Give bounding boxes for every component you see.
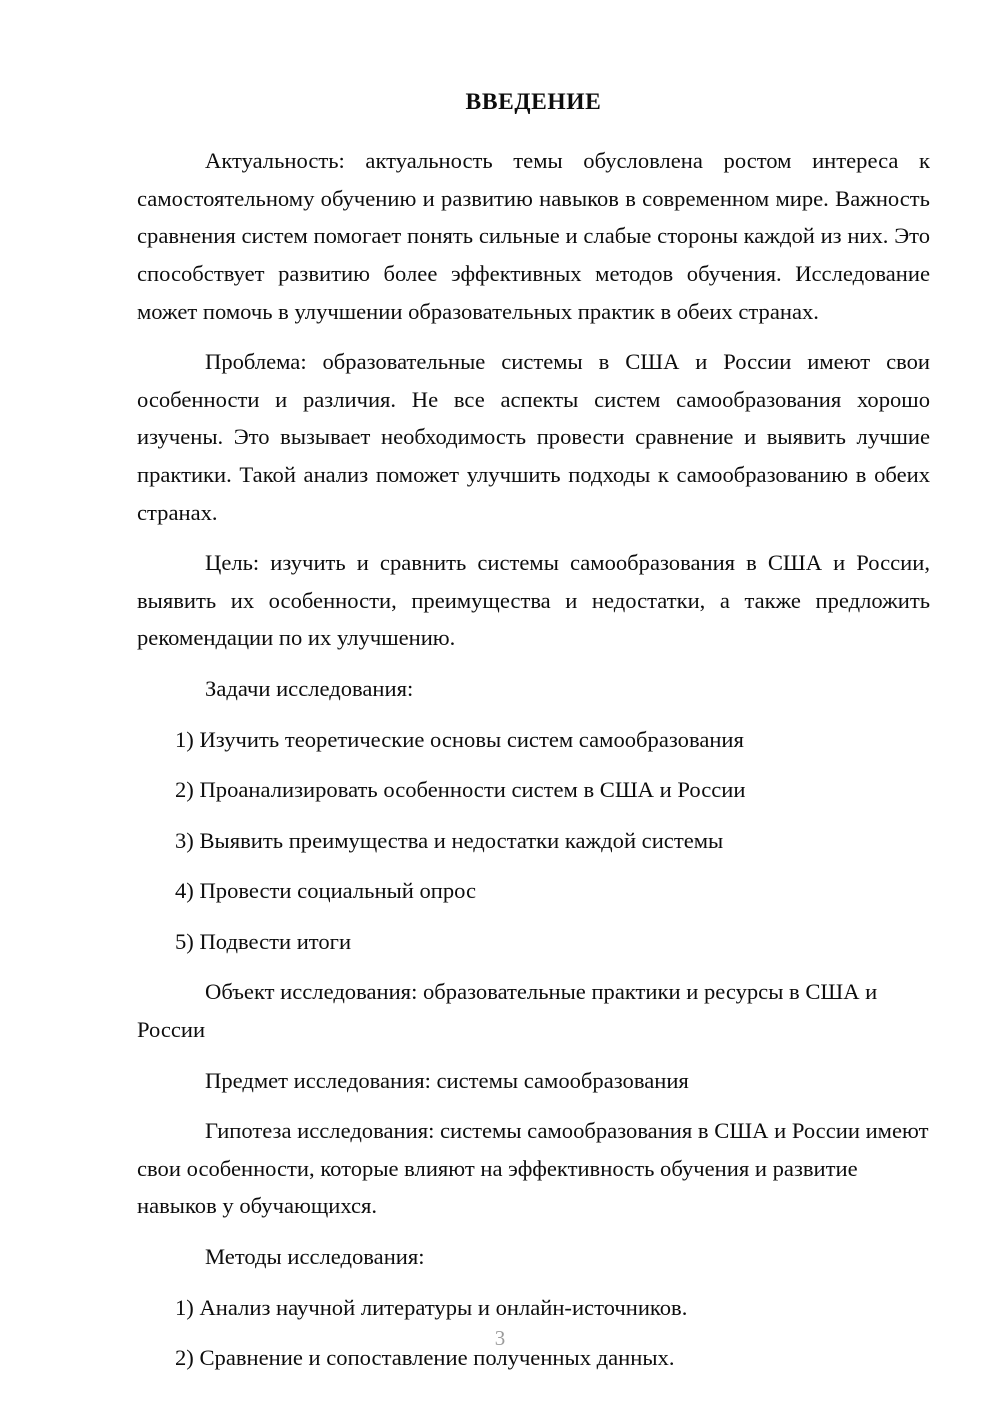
- list-item-number: 2): [175, 777, 194, 803]
- list-item-number: 1): [175, 1294, 194, 1320]
- list-item: [175, 822, 930, 860]
- list-item-label: Анализ научной литературы и онлайн-источников.: [199, 1294, 688, 1320]
- list-item-label: Изучить теоретические основы систем самообразования: [199, 726, 744, 752]
- list-item-label: Сравнение и сопоставление полученных данных.: [199, 1345, 675, 1371]
- heading-tasks: Задачи исследования:: [205, 675, 414, 701]
- list-item: [175, 1289, 930, 1327]
- list-item-number: 1): [175, 726, 194, 752]
- list-item-number: 5): [175, 928, 194, 954]
- paragraph-object: Объект исследования: образовательные практики и ресурсы в США и России: [137, 979, 878, 1043]
- list-item: [175, 923, 930, 961]
- paragraph-hypothesis: Гипотеза исследования: системы самообразования в США и России имеют свои особенности, которые влияют на эффективность обучения и развитие навыков у обучающихся.: [137, 1118, 929, 1219]
- list-item-number: 2): [175, 1345, 194, 1371]
- list-item-label: Подвести итоги: [199, 928, 352, 954]
- document-body: [137, 88, 930, 1390]
- heading-methods: Методы исследования:: [205, 1244, 425, 1270]
- list-item-label: Выявить преимущества и недостатки каждой системы: [199, 827, 724, 853]
- list-item: [175, 872, 930, 910]
- page-title: ВВЕДЕНИЕ: [465, 89, 602, 115]
- paragraph-goal: Цель: изучить и сравнить системы самообразования в США и России, выявить их особенности, преимущества и недостатки, а также предложить рекомендации по их улучшению.: [137, 550, 930, 651]
- list-item-label: Проанализировать особенности систем в США и России: [199, 777, 746, 803]
- paragraph-subject: Предмет исследования: системы самообразования: [205, 1067, 689, 1093]
- list-item: [175, 721, 930, 759]
- list-item: [175, 771, 930, 809]
- paragraph-relevance: Актуальность: актуальность темы обусловлена ростом интереса к самостоятельному обучению и развитию навыков в современном мире. Важность сравнения систем помогает понять сильные и слабые стороны каждой из них. Это способствует развитию более эффективных методов обучения. Исследование может помочь в улучшении образовательных практик в обеих странах.: [137, 148, 930, 324]
- page-number: 3: [494, 1326, 506, 1350]
- list-item-number: 3): [175, 827, 194, 853]
- list-item-number: 4): [175, 878, 194, 904]
- paragraph-problem: Проблема: образовательные системы в США и России имеют свои особенности и различия. Не все аспекты систем самообразования хорошо изучены. Это вызывает необходимость провести сравнение и выявить лучшие практики. Такой анализ поможет улучшить подходы к самообразованию в обеих странах.: [137, 349, 930, 525]
- list-item-label: Провести социальный опрос: [199, 878, 477, 904]
- tasks-list: [137, 721, 930, 961]
